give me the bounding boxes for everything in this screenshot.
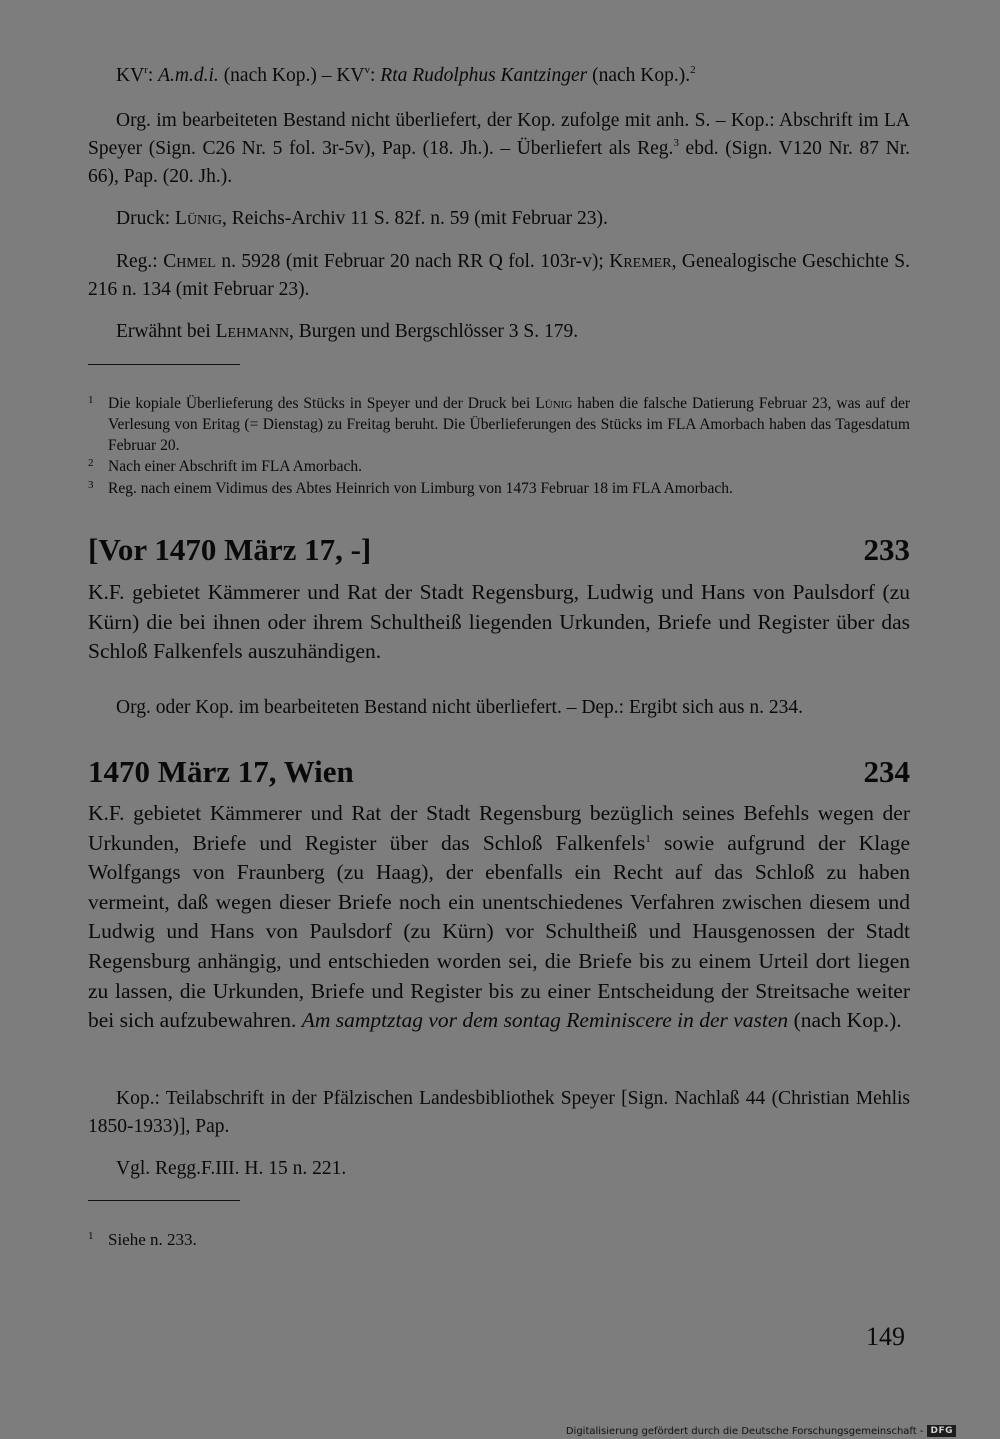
- author-name: Lehmann: [215, 321, 289, 342]
- footnote-number: 3: [88, 479, 94, 491]
- footnote-divider: [88, 1200, 240, 1201]
- entry-heading: [88, 752, 910, 792]
- org-paragraph: Org. oder Kop. im bearbeiteten Bestand nicht überliefert. – Dep.: Ergibt sich aus n. 234.: [116, 697, 804, 718]
- footnote-ref: 1: [645, 832, 651, 845]
- kv-paragraph: $KV^r$: A.m.d.i. (nach $Kop.) - KV^v$: Rta Rudolphus Kantzinger (nach Kop.).$^2$: [116, 64, 696, 86]
- footnote-divider: [88, 364, 240, 365]
- kv2-sup: v: [364, 64, 370, 76]
- entry-heading: [88, 530, 910, 570]
- org-paragraph: Org. im bearbeiteten Bestand nicht überliefert, der Kop. zufolge mit anh. S. – Kop.: Abschrift im LA Speyer (Sign. C26 Nr. 5 fol. 3r-5v), Pap. (18. Jh.). – Überliefert als Reg.$^3$ ebd. (Sign. V120 Nr. 87 Nr. 66), Pap. (20. Jh.).: [88, 110, 911, 187]
- druck-paragraph: Druck: Lünig, Reichs-Archiv 11 S. 82f. n. 59 (mit Februar 23).: [116, 208, 608, 229]
- vgl-paragraph: Vgl. Regg.F.III. H. 15 n. 221.: [116, 1158, 347, 1179]
- footnote-number: 2: [88, 457, 94, 469]
- entry-number: 233: [863, 532, 910, 567]
- entry-number: 234: [863, 754, 910, 789]
- kv1-label: KV: [116, 65, 145, 86]
- entry-text: K.F. gebietet Kämmerer und Rat der Stadt Regensburg bezüglich seines Befehls wegen der Urkunden, Briefe und Register über das Schloß Falkenfels$^1$ sowie aufgrund der Klage Wolfgangs von Fraunberg (zu Haag), der ebenfalls ein Recht auf das Schloß zu haben vermeint, daß wegen dieser Briefe noch ein unentschiedenes Verfahren zwischen diesem und Ludwig und Hans von Paulsdorf (zu Kürn) vor Schultheiß und Hausgenossen der Stadt Regensburg anhängig, und entschieden worden sei, die Briefe bis zu einem Urteil dort liegen zu lassen, die Urkunden, Briefe und Register bis zu einer Entscheidung der Streitsache weiter bei sich aufzubewahren. Am samptztag vor dem sontag Reminiscere in der vasten (nach Kop.).: [88, 801, 910, 1033]
- reg-paragraph: Reg.: Chmel n. 5928 (mit Februar 20 nach RR Q fol. 103r-v); Kremer, Genealogische Geschichte S. 216 n. 134 (mit Februar 23).: [88, 251, 910, 300]
- footnote-number: 1: [88, 1230, 94, 1242]
- footnote: 3 Reg. nach einem Vidimus des Abtes Heinrich von Limburg von 1473 Februar 18 im FLA Amorbach.: [88, 478, 910, 499]
- entry-text: K.F. gebietet Kämmerer und Rat der Stadt Regensburg, Ludwig und Hans von Paulsdorf (zu Kürn) die bei ihnen oder ihrem Schultheiß liegenden Urkunden, Briefe und Register über das Schloß Falkenfels auszuhändigen.: [88, 580, 910, 664]
- footnote-ref: 3: [673, 137, 679, 149]
- erwaehnt-paragraph: Erwähnt bei Lehmann, Burgen und Bergschlösser 3 S. 179.: [116, 321, 579, 342]
- author-name: Chmel: [163, 251, 216, 272]
- kv2-text: Rta Rudolphus Kantzinger: [380, 65, 588, 86]
- footnote: 2 Nach einer Abschrift im FLA Amorbach.: [88, 456, 910, 477]
- kv1-note: (nach Kop.) –: [218, 65, 337, 86]
- page-number: 149: [866, 1322, 905, 1351]
- footnote: 1 Siehe n. 233.: [88, 1229, 910, 1250]
- kv2-label: KV: [336, 65, 365, 86]
- entry-date: 1470 März 17, Wien: [88, 754, 354, 789]
- author-name: Lünig: [535, 395, 573, 412]
- kv1-text: A.m.d.i.: [158, 65, 219, 86]
- author-name: Kremer: [609, 251, 672, 272]
- quoted-date: Am samptztag vor dem sontag Reminiscere in der vasten: [301, 1008, 789, 1033]
- dfg-logo: DFG: [927, 1425, 956, 1437]
- funding-credit: Digitalisierung gefördert durch die Deutsche Forschungsgemeinschaft - DFG: [566, 1425, 956, 1437]
- kv1-sup: r: [144, 64, 148, 76]
- kv2-note: (nach Kop.).: [587, 65, 691, 86]
- entry-date: [Vor 1470 März 17, -]: [88, 532, 372, 567]
- footnote: 1 Die kopiale Überlieferung des Stücks in Speyer und der Druck bei Lünig haben die falsche Datierung Februar 23, was auf der Verlesung von Eritag (= Dienstag) zu Freitag beruht. Die Überlieferungen des Stücks im FLA Amorbach haben das Tagesdatum Februar 20.: [88, 393, 910, 456]
- footnote-number: 1: [88, 394, 94, 406]
- footnote-ref: 2: [690, 64, 696, 76]
- kop-paragraph: Kop.: Teilabschrift in der Pfälzischen Landesbibliothek Speyer [Sign. Nachlaß 44 (Christian Mehlis 1850-1933)], Pap.: [88, 1088, 910, 1137]
- author-name: Lünig: [175, 208, 222, 229]
